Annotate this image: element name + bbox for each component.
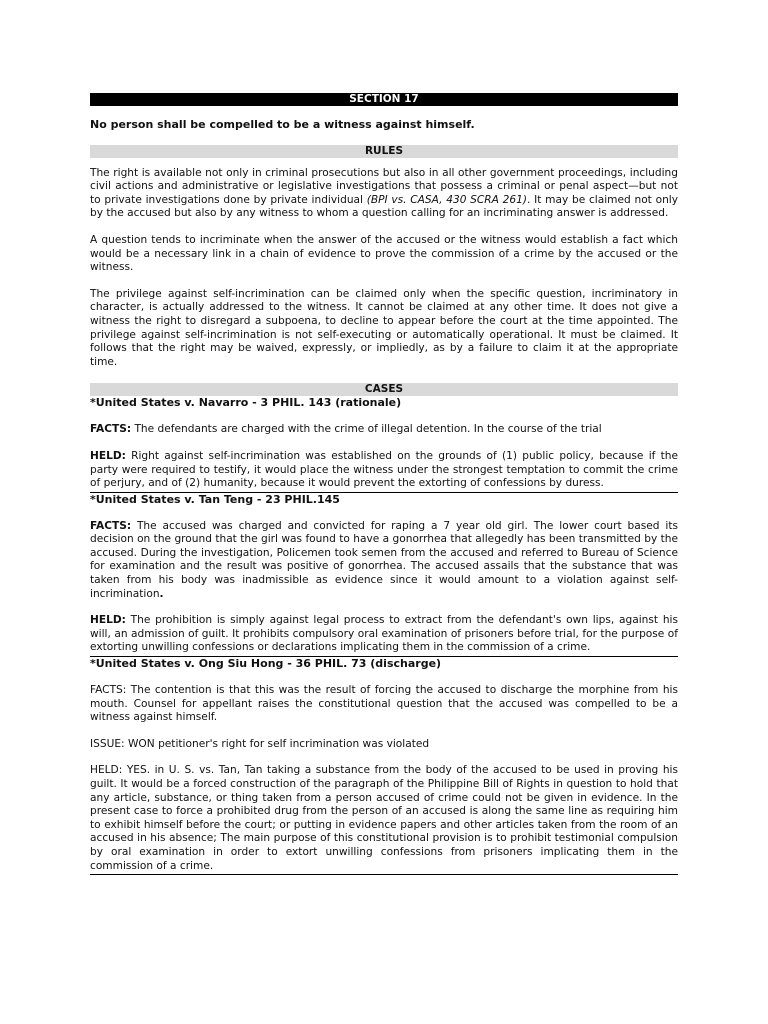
case-facts <box>90 423 678 437</box>
case-title: *United States v. Tan Teng - 23 PHIL.145 <box>90 492 340 506</box>
case-ong-siu-hong <box>90 657 678 875</box>
case-tan-teng <box>90 493 678 657</box>
facts-text: The defendants are charged with the crime of illegal detention. In the course of the trial <box>131 423 602 436</box>
case-facts: FACTS: The contention is that this was the result of forcing the accused to discharge the morphine from his mouth. Counsel for appellant raises the constitutional question that the accused was compelled to be a witness against himself. <box>90 684 678 724</box>
cases-heading: CASES <box>90 383 678 396</box>
constitutional-provision: No person shall be compelled to be a witness against himself. <box>90 118 475 131</box>
case-facts <box>90 520 678 602</box>
case-held <box>90 614 678 655</box>
rules-paragraph-1 <box>90 167 678 221</box>
rules-p1-text: The right is available not only in criminal prosecutions but also in all other government proceedings, including civil actions and administrative or legislative investigations that possess a criminal or penal aspect—but not to private investigations done by private individual <box>90 166 678 206</box>
case-held: HELD: YES. in U. S. vs. Tan, Tan taking a substance from the body of the accused to be used in proving his guilt. It would be a forced construction of the paragraph of the Philippine Bill of Rights in question to hold that any article, substance, or thing taken from a person accused of crime could not be given in evidence. In the present case to force a prohibited drug from the person of an accused is along the same line as requiring him to exhibit himself before the court; or putting in evidence papers and other articles taken from the room of an accused in his absence; The main purpose of this constitutional provision is to prohibit testimonial compulsion by oral examination in order to extort unwilling confessions from prisoners implicating them in the commission of a crime. <box>90 764 678 872</box>
held-text: The prohibition is simply against legal process to extract from the defendant's own lips, against his will, an admission of guilt. It prohibits compulsory oral examination of prisoners before trial, for the purpose of extorting unwilling confessions or declarations implicating them in the commission of a crime. <box>90 614 678 654</box>
held-text: Right against self-incrimination was established on the grounds of (1) public policy, because if the party were required to testify, it would place the witness under the strongest temptation to commit the crime of perjury, and of (2) humanity, because it would prevent the extorting of confessions by duress. <box>90 449 678 490</box>
held-label: HELD: <box>90 449 126 462</box>
rules-p1-text-end: . It may be claimed not only by the accused but also by any witness to whom a question calling for an incriminating answer is addressed. <box>90 193 678 220</box>
facts-label: FACTS: <box>90 519 132 532</box>
case-citation: (BPI vs. CASA, 430 SCRA 261) <box>366 193 528 206</box>
rules-paragraph-3: The privilege against self-incrimination can be claimed only when the specific question, incriminatory in character, is actually addressed to the witness. It cannot be claimed at any other time. It does not give a witness the right to disregard a subpoena, to decline to appear before the court at the time appointed. The privilege against self-incrimination is not self-executing or automatically operational. It must be claimed. It follows that the right may be waived, expressly, or impliedly, as by a failure to claim it at the appropriate time. <box>90 287 678 368</box>
case-held <box>90 450 678 491</box>
case-navarro <box>90 396 678 492</box>
section-title: SECTION 17 <box>90 93 678 106</box>
document-body <box>90 93 678 875</box>
case-title: *United States v. Ong Siu Hong - 36 PHIL. 73 (discharge) <box>90 657 442 671</box>
rules-paragraph-2: A question tends to incriminate when the answer of the accused or the witness would establish a fact which would be a necessary link in a chain of evidence to prove the commission of a crime by the accused or the witness. <box>90 233 678 274</box>
case-issue: ISSUE: WON petitioner's right for self incrimination was violated <box>90 737 430 750</box>
facts-text: The accused was charged and convicted for raping a 7 year old girl. The lower court based its decision on the ground that the girl was found to have a gonorrhea that allegedly has been transmitted by the accused. During the investigation, Policemen took semen from the accused and referred to Bureau of Science for examination and the result was positive of gonorrhea. The accused assails that the substance that was taken from his body was inadmissible as evidence since it would amount to a violation against self-incrimination <box>90 519 678 600</box>
case-title: *United States v. Navarro - 3 PHIL. 143 (rationale) <box>90 396 402 410</box>
facts-period: . <box>159 587 164 600</box>
held-label: HELD: <box>90 614 126 627</box>
facts-label: FACTS: <box>90 423 132 436</box>
rules-heading: RULES <box>90 145 678 158</box>
